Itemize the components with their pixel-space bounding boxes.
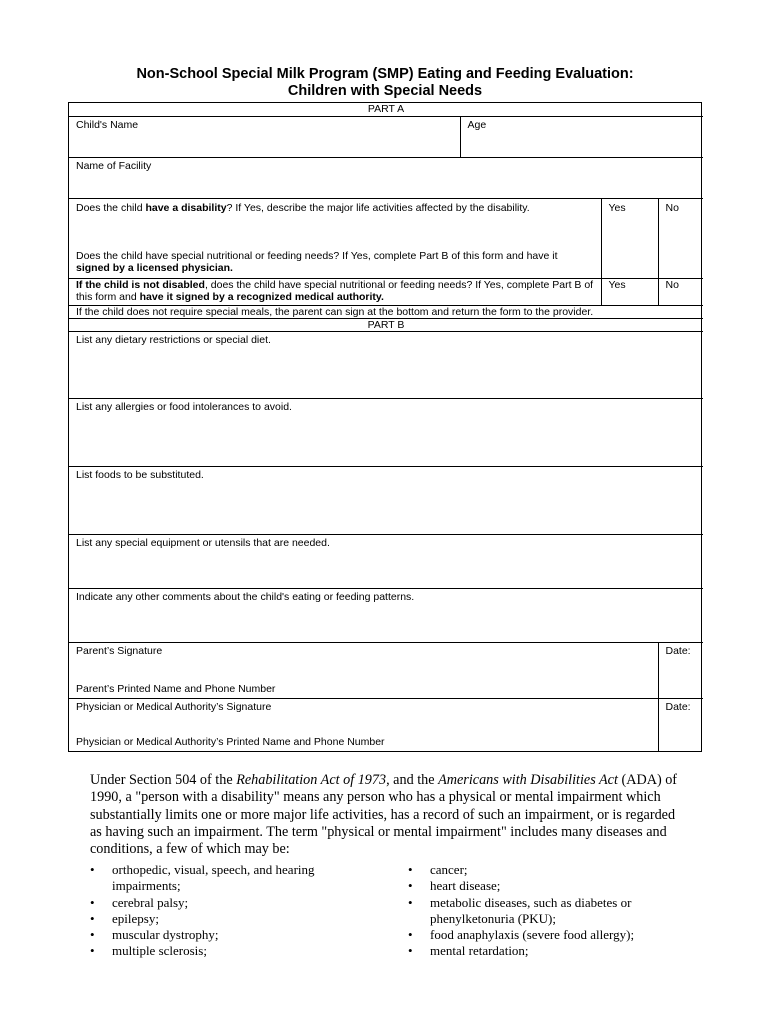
substituted-label: List foods to be substituted. <box>76 468 204 481</box>
section-504-note <box>90 772 680 858</box>
age-label: Age <box>467 118 487 131</box>
q3-text: , does the child have special nutritional or feeding needs? If Yes, complete Part B of this form and <box>76 278 594 303</box>
childs-name-field[interactable] <box>69 116 460 157</box>
no-label: No <box>665 278 679 291</box>
equipment-label: List any special equipment or utensils that are needed. <box>76 536 330 549</box>
part-b-header: PART B <box>69 318 703 331</box>
parent-signature-field[interactable] <box>69 642 658 698</box>
form-title-line-2: Children with Special Needs <box>287 83 483 99</box>
allergies-label: List any allergies or food intolerances to avoid. <box>76 400 292 413</box>
conditions-list-right <box>408 862 668 960</box>
bullet-icon: • <box>90 894 95 910</box>
parent-signature-label: Parent’s Signature <box>76 644 163 657</box>
list-item: • epilepsy; <box>90 910 159 926</box>
physician-date-field[interactable] <box>658 698 703 751</box>
part-a-header: PART A <box>69 103 703 116</box>
yes-label: Yes <box>608 201 626 214</box>
q3-bold: If the child is not disabled <box>76 278 205 291</box>
q1-bold: have a disability <box>145 201 227 214</box>
dietary-restrictions-field[interactable] <box>69 331 703 398</box>
disability-no[interactable] <box>658 198 703 278</box>
no-label: No <box>665 201 679 214</box>
bullet-icon: • <box>90 862 95 877</box>
bullet-icon: • <box>408 894 413 910</box>
list-item: • orthopedic, visual, speech, and hearing impairments; <box>90 862 315 894</box>
bullet-icon: • <box>408 927 413 943</box>
not-disabled-no[interactable] <box>658 278 703 305</box>
bullet-icon: • <box>408 862 413 877</box>
evaluation-form <box>68 102 702 752</box>
childs-name-label: Child's Name <box>76 118 139 131</box>
yes-label: Yes <box>608 278 626 291</box>
dietary-label: List any dietary restrictions or special diet. <box>76 333 271 346</box>
q2-bold: signed by a licensed physician. <box>76 262 233 274</box>
bullet-icon: • <box>90 927 95 943</box>
list-item: • multiple sclerosis; <box>90 943 207 959</box>
physician-printed-name-label: Physician or Medical Authority’s Printed Name and Phone Number <box>76 736 385 748</box>
parent-printed-name-label: Parent’s Printed Name and Phone Number <box>76 682 276 695</box>
physician-signature-label: Physician or Medical Authority’s Signature <box>76 700 272 713</box>
facility-field[interactable] <box>69 157 703 198</box>
note-text-1: Under Section 504 of the <box>90 772 237 788</box>
q3-bold-end: have it signed by a recognized medical authority. <box>139 290 384 303</box>
date-label: Date: <box>665 700 691 713</box>
parent-date-field[interactable] <box>658 642 703 698</box>
form-table <box>69 103 703 751</box>
list-item: • heart disease; <box>408 878 501 894</box>
age-field[interactable] <box>460 116 703 157</box>
form-title-line-1: Non-School Special Milk Program (SMP) Eating and Feeding Evaluation: <box>136 66 634 82</box>
allergies-field[interactable] <box>69 398 703 466</box>
ada-title: Americans with Disabilities Act <box>438 772 618 788</box>
facility-label: Name of Facility <box>76 159 152 172</box>
not-disabled-yes[interactable] <box>601 278 658 305</box>
note-text-2: , and the <box>386 772 439 788</box>
note-text-3: (ADA) of 1990, a "person with a disability" means any person who has a physical or mental impairment which substantially limits one or more major life activities, has a record of such an impairment, or is regarded as having such an impairment. The term "physical or mental impairment" includes many diseases and conditions, a few of which may be: <box>90 772 678 858</box>
bullet-icon: • <box>408 943 413 959</box>
not-disabled-question <box>69 278 601 305</box>
date-label: Date: <box>665 644 691 657</box>
bullet-icon: • <box>90 943 95 959</box>
q1-text: Does the child <box>76 201 146 214</box>
comments-label: Indicate any other comments about the child's eating or feeding patterns. <box>76 590 415 603</box>
disability-question <box>69 198 601 250</box>
substituted-foods-field[interactable] <box>69 466 703 534</box>
list-item: • mental retardation; <box>408 943 529 959</box>
no-special-meals-note: If the child does not require special meals, the parent can sign at the bottom and return the form to the provider. <box>69 305 703 318</box>
list-item: • cancer; <box>408 862 468 877</box>
bullet-icon: • <box>408 878 413 894</box>
list-item: • food anaphylaxis (severe food allergy); <box>408 927 635 943</box>
q1-text-end: ? If Yes, describe the major life activities affected by the disability. <box>226 201 530 214</box>
rehabilitation-act-title: Rehabilitation Act of 1973 <box>236 772 387 788</box>
list-item: • metabolic diseases, such as diabetes or phenylketonuria (PKU); <box>408 894 632 926</box>
list-item: • cerebral palsy; <box>90 894 189 910</box>
nutritional-needs-question <box>69 250 601 278</box>
physician-signature-field[interactable] <box>69 698 658 751</box>
q2-text: Does the child have special nutritional or feeding needs? If Yes, complete Part B of this form and have it <box>76 250 558 262</box>
conditions-list-left <box>90 862 340 960</box>
bullet-icon: • <box>90 910 95 926</box>
disability-yes[interactable] <box>601 198 658 278</box>
comments-field[interactable] <box>69 588 703 642</box>
list-item: • muscular dystrophy; <box>90 927 219 943</box>
special-equipment-field[interactable] <box>69 534 703 588</box>
